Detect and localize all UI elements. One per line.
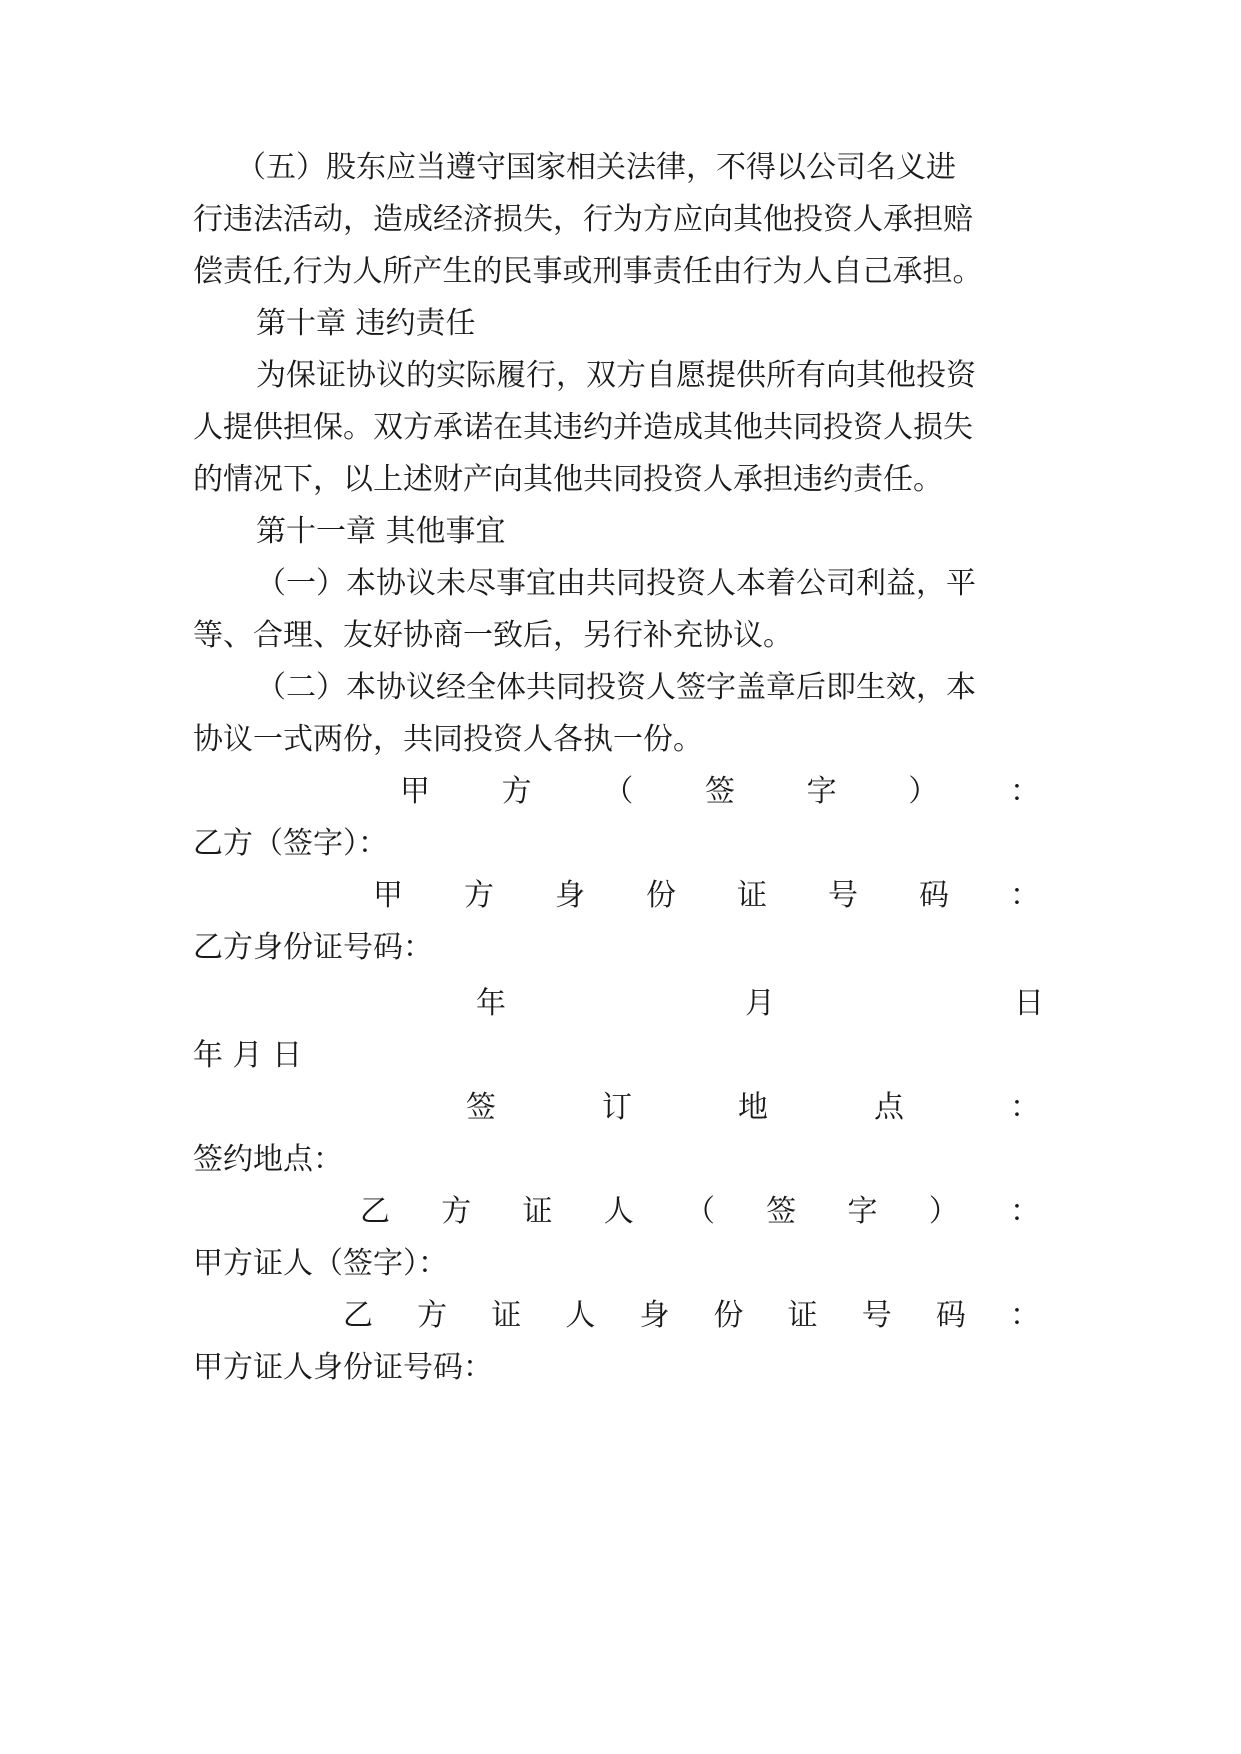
char: ： xyxy=(1010,1090,1040,1125)
justified-label xyxy=(400,772,1040,812)
justified-label xyxy=(360,1192,1040,1232)
paragraph-text: 等、合理、友好协商一致后，另行补充协议。 xyxy=(193,618,793,653)
char: ： xyxy=(1010,1194,1040,1229)
paragraph-1-line-2 xyxy=(0,200,1241,240)
char: 方 xyxy=(417,1298,448,1333)
sign-place-line xyxy=(0,1088,1241,1128)
paragraph-text: （二）本协议经全体共同投资人签字盖章后即生效，本 xyxy=(256,670,976,705)
char: 地 xyxy=(738,1090,768,1125)
char: ） xyxy=(928,1194,959,1229)
paragraph-1-line-1 xyxy=(0,148,1241,188)
paragraph-4-line-2 xyxy=(0,720,1241,760)
paragraph-3-line-2 xyxy=(0,616,1241,656)
char: 点 xyxy=(874,1090,904,1125)
paragraph-text: 偿责任,行为人所产生的民事或刑事责任由行为人自己承担。 xyxy=(193,254,983,289)
justified-label xyxy=(373,876,1040,916)
justified-label xyxy=(476,984,1044,1024)
party-a-signature-line xyxy=(0,772,1241,812)
char: 证 xyxy=(522,1194,553,1229)
char: 身 xyxy=(555,878,585,913)
char: 码 xyxy=(935,1298,966,1333)
char: ） xyxy=(908,774,939,809)
char: 乙 xyxy=(360,1194,390,1229)
witness-b-id-line xyxy=(0,1296,1241,1336)
paragraph-text: 的情况下，以上述财产向其他共同投资人承担违约责任。 xyxy=(193,462,943,497)
char: 甲 xyxy=(373,878,403,913)
char: 日 xyxy=(1014,986,1044,1021)
char: （ xyxy=(603,774,634,809)
paragraph-3-line-1 xyxy=(0,564,1241,604)
char: 号 xyxy=(828,878,858,913)
char: 月 xyxy=(745,986,775,1021)
field-label: 甲方证人（签字）： xyxy=(193,1246,448,1281)
char: ： xyxy=(1009,774,1040,809)
char: 人 xyxy=(603,1194,634,1229)
paragraph-2-line-1 xyxy=(0,356,1241,396)
char: 字 xyxy=(847,1194,878,1229)
justified-label xyxy=(343,1296,1040,1336)
char: 证 xyxy=(787,1298,818,1333)
paragraph-text: 人提供担保。双方承诺在其违约并造成其他共同投资人损失 xyxy=(193,410,973,445)
char: 方 xyxy=(464,878,494,913)
paragraph-4-line-1 xyxy=(0,668,1241,708)
party-b-signature-line xyxy=(0,824,1241,864)
witness-a-signature-line xyxy=(0,1244,1241,1284)
char: 签 xyxy=(704,774,735,809)
paragraph-text: （五）股东应当遵守国家相关法律，不得以公司名义进 xyxy=(236,150,956,185)
field-label: 甲方证人身份证号码： xyxy=(193,1350,493,1385)
char: 订 xyxy=(602,1090,632,1125)
char: ： xyxy=(1009,1298,1040,1333)
witness-a-id-line xyxy=(0,1348,1241,1388)
paragraph-text: 协议一式两份，共同投资人各执一份。 xyxy=(193,722,703,757)
paragraph-2-line-3 xyxy=(0,460,1241,500)
char: 字 xyxy=(806,774,837,809)
paragraph-text: 为保证协议的实际履行，双方自愿提供所有向其他投资 xyxy=(256,358,976,393)
char: 码 xyxy=(919,878,949,913)
chapter-10-heading xyxy=(0,304,1241,344)
char: 份 xyxy=(646,878,676,913)
char: 证 xyxy=(737,878,767,913)
field-label: 乙方身份证号码： xyxy=(193,930,433,965)
char: 签 xyxy=(466,1090,496,1125)
char: 签 xyxy=(766,1194,797,1229)
paragraph-2-line-2 xyxy=(0,408,1241,448)
char: 人 xyxy=(565,1298,596,1333)
field-label: 年 月 日 xyxy=(193,1038,303,1073)
field-label: 乙方（签字）： xyxy=(193,826,388,861)
date-line-b xyxy=(0,1036,1241,1076)
char: ： xyxy=(1010,878,1040,913)
party-a-id-line xyxy=(0,876,1241,916)
char: 份 xyxy=(713,1298,744,1333)
char: 乙 xyxy=(343,1298,373,1333)
char: 甲 xyxy=(400,774,430,809)
char: 方 xyxy=(441,1194,472,1229)
char: （ xyxy=(685,1194,715,1229)
party-b-id-line xyxy=(0,928,1241,968)
char: 号 xyxy=(861,1298,892,1333)
chapter-title: 第十一章 其他事宜 xyxy=(256,514,506,549)
justified-label xyxy=(466,1088,1040,1128)
paragraph-1-line-3 xyxy=(0,252,1241,292)
paragraph-text: 行违法活动，造成经济损失，行为方应向其他投资人承担赔 xyxy=(193,202,973,237)
char: 证 xyxy=(491,1298,522,1333)
witness-b-signature-line xyxy=(0,1192,1241,1232)
chapter-11-heading xyxy=(0,512,1241,552)
field-label: 签约地点： xyxy=(193,1142,343,1177)
char: 年 xyxy=(476,986,506,1021)
date-line-a xyxy=(0,984,1241,1024)
paragraph-text: （一）本协议未尽事宜由共同投资人本着公司利益，平 xyxy=(256,566,976,601)
char: 方 xyxy=(501,774,532,809)
char: 身 xyxy=(639,1298,670,1333)
contract-place-line xyxy=(0,1140,1241,1180)
chapter-title: 第十章 违约责任 xyxy=(256,306,476,341)
